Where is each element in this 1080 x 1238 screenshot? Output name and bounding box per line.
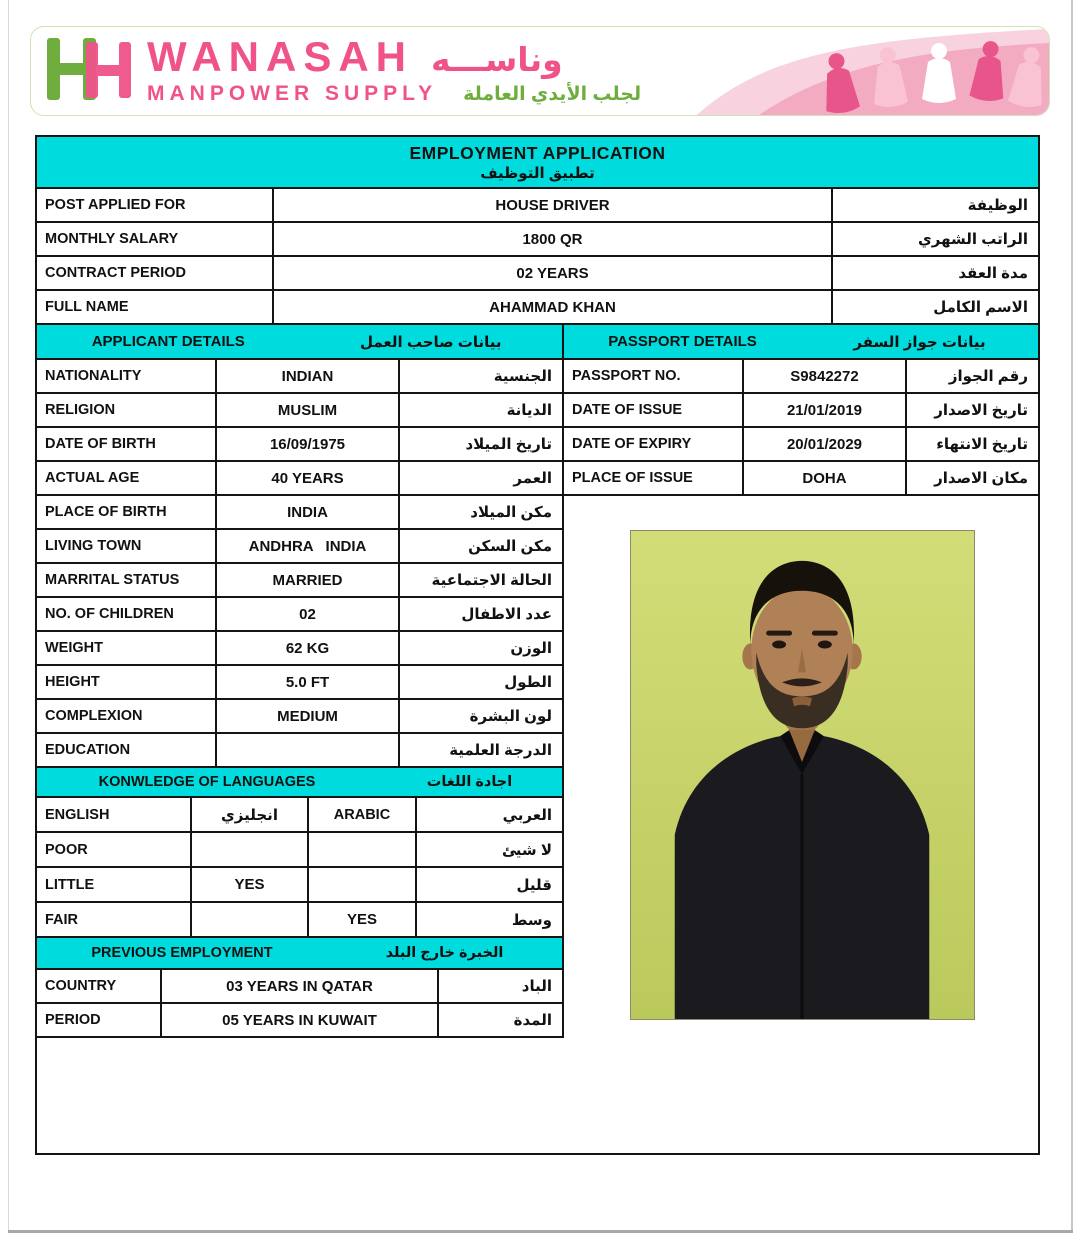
field-value — [192, 903, 309, 936]
section-title: PREVIOUS EMPLOYMENT — [91, 945, 273, 961]
table-row — [37, 632, 562, 666]
field-label: NO. OF CHILDREN — [37, 598, 217, 630]
section-title-arabic: اجادة اللغات — [426, 774, 513, 790]
languages-header — [37, 768, 562, 798]
field-value: INDIA — [217, 496, 400, 528]
field-label-arabic: المدة — [513, 1012, 552, 1029]
scan-edge-right — [1071, 0, 1073, 1230]
table-row — [37, 530, 562, 564]
field-value: 62 KG — [217, 632, 400, 664]
field-value: 16/09/1975 — [217, 428, 400, 460]
details-split — [37, 325, 1038, 1038]
field-label: POOR — [37, 833, 192, 866]
decorative-people-graphic — [689, 27, 1049, 115]
section-title: PASSPORT DETAILS — [608, 333, 757, 350]
field-value: 05 YEARS IN KUWAIT — [162, 1004, 439, 1036]
field-value: DOHA — [744, 462, 907, 494]
field-value: 02 — [217, 598, 400, 630]
field-label-arabic: لا شيئ — [502, 841, 552, 859]
field-value: HOUSE DRIVER — [274, 189, 833, 221]
employment-application-form — [35, 135, 1040, 1155]
table-row — [37, 598, 562, 632]
form-title — [37, 137, 1038, 189]
field-value — [217, 734, 400, 766]
table-row — [37, 462, 562, 496]
column-header: ARABIC — [309, 798, 417, 831]
table-row — [37, 189, 1038, 223]
table-row — [37, 291, 1038, 325]
field-label: PLACE OF BIRTH — [37, 496, 217, 528]
section-title: KONWLEDGE OF LANGUAGES — [98, 774, 316, 790]
field-value: 21/01/2019 — [744, 394, 907, 426]
scan-edge-bottom — [8, 1230, 1073, 1233]
field-label: MARRITAL STATUS — [37, 564, 217, 596]
field-label: NATIONALITY — [37, 360, 217, 392]
passport-details-section — [564, 325, 1038, 1038]
brand-subtitle-arabic: لجلب الأيدي العاملة — [463, 84, 642, 105]
field-label-arabic: تاريخ الاصدار — [934, 402, 1028, 419]
field-value — [192, 833, 309, 866]
field-label-arabic: الراتب الشهري — [918, 231, 1028, 248]
table-row — [37, 496, 562, 530]
table-row — [37, 257, 1038, 291]
previous-employment-header — [37, 938, 562, 970]
field-label-arabic: الدرجة العلمية — [449, 742, 552, 759]
column-header-arabic: انجليزي — [192, 798, 309, 831]
column-header: ENGLISH — [37, 798, 192, 831]
section-title: APPLICANT DETAILS — [91, 333, 245, 350]
field-value: 03 YEARS IN QATAR — [162, 970, 439, 1002]
field-label-arabic: الوظيفة — [967, 197, 1028, 214]
field-value: S9842272 — [744, 360, 907, 392]
field-label: ACTUAL AGE — [37, 462, 217, 494]
field-label-arabic: وسط — [511, 911, 552, 929]
table-row — [37, 428, 562, 462]
field-value: YES — [192, 868, 309, 901]
scan-edge-left — [8, 0, 9, 1230]
table-row — [37, 903, 562, 938]
field-value: 40 YEARS — [217, 462, 400, 494]
field-label: MONTHLY SALARY — [37, 223, 274, 255]
field-label-arabic: الباد — [521, 978, 552, 995]
table-row — [564, 462, 1038, 496]
form-title-english: EMPLOYMENT APPLICATION — [409, 142, 666, 163]
field-label-arabic: قليل — [516, 876, 552, 894]
field-label-arabic: الاسم الكامل — [933, 299, 1028, 316]
field-value — [309, 868, 417, 901]
field-label: COMPLEXION — [37, 700, 217, 732]
field-value: MUSLIM — [217, 394, 400, 426]
table-row — [564, 394, 1038, 428]
brand-name-arabic: وناســـه — [431, 41, 563, 78]
letterhead — [30, 26, 1050, 116]
field-label-arabic: الطول — [504, 674, 552, 691]
field-label: COUNTRY — [37, 970, 162, 1002]
field-value: ANDHRA INDIA — [217, 530, 400, 562]
field-label-arabic: تاريخ الانتهاء — [936, 436, 1028, 453]
field-label-arabic: العمر — [513, 470, 552, 487]
field-label: RELIGION — [37, 394, 217, 426]
table-row — [37, 564, 562, 598]
field-value — [309, 833, 417, 866]
field-value: YES — [309, 903, 417, 936]
field-label: FULL NAME — [37, 291, 274, 323]
field-label: WEIGHT — [37, 632, 217, 664]
field-label: DATE OF EXPIRY — [564, 428, 744, 460]
table-row — [37, 360, 562, 394]
field-label: LITTLE — [37, 868, 192, 901]
applicant-details-section — [37, 325, 564, 1038]
field-label-arabic: مكن السكن — [468, 538, 552, 555]
wanasah-logo-icon — [45, 36, 137, 107]
field-label: POST APPLIED FOR — [37, 189, 274, 221]
field-value: INDIAN — [217, 360, 400, 392]
applicant-photo — [630, 530, 975, 1020]
table-row — [37, 1004, 562, 1038]
table-row — [37, 700, 562, 734]
field-label-arabic: رقم الجواز — [948, 368, 1028, 385]
field-label: LIVING TOWN — [37, 530, 217, 562]
field-label: DATE OF ISSUE — [564, 394, 744, 426]
column-header-arabic: العربي — [502, 806, 552, 824]
field-label: PERIOD — [37, 1004, 162, 1036]
field-label: CONTRACT PERIOD — [37, 257, 274, 289]
field-label-arabic: مدة العقد — [958, 265, 1028, 282]
table-row — [37, 833, 562, 868]
field-label-arabic: تاريخ الميلاد — [465, 436, 552, 453]
field-value: MARRIED — [217, 564, 400, 596]
applicant-details-header — [37, 325, 562, 360]
field-label-arabic: الحالة الاجتماعية — [431, 572, 552, 589]
table-row — [37, 970, 562, 1004]
field-label-arabic: الجنسية — [493, 368, 552, 385]
field-value: 02 YEARS — [274, 257, 833, 289]
field-label-arabic: عدد الاطفال — [461, 606, 552, 623]
field-value: 1800 QR — [274, 223, 833, 255]
table-row — [564, 428, 1038, 462]
form-title-arabic: تطبيق التوظيف — [480, 164, 595, 182]
table-row — [37, 734, 562, 768]
section-title-arabic: بيانات جواز السفر — [853, 333, 986, 351]
field-label-arabic: مكان الاصدار — [934, 470, 1028, 487]
section-title-arabic: الخبرة خارج البلد — [385, 945, 504, 961]
field-label: DATE OF BIRTH — [37, 428, 217, 460]
table-row — [37, 394, 562, 428]
field-value: MEDIUM — [217, 700, 400, 732]
table-row — [37, 666, 562, 700]
field-value: AHAMMAD KHAN — [274, 291, 833, 323]
passport-details-header — [564, 325, 1038, 360]
field-value: 5.0 FT — [217, 666, 400, 698]
photo-area — [564, 496, 1038, 1038]
field-label: PLACE OF ISSUE — [564, 462, 744, 494]
empty-notes-area — [37, 1038, 1038, 1153]
field-value: 20/01/2029 — [744, 428, 907, 460]
field-label-arabic: الوزن — [510, 640, 552, 657]
brand-subtitle: MANPOWER SUPPLY — [147, 82, 438, 105]
table-row — [37, 798, 562, 833]
field-label: FAIR — [37, 903, 192, 936]
table-row — [37, 223, 1038, 257]
field-label-arabic: مكن الميلاد — [470, 504, 552, 521]
section-title-arabic: بيانات صاحب العمل — [359, 333, 502, 351]
brand-name: WANASAH — [147, 33, 413, 80]
field-label: PASSPORT NO. — [564, 360, 744, 392]
brand-text-block — [147, 33, 642, 106]
table-row — [37, 868, 562, 903]
table-row — [564, 360, 1038, 394]
field-label-arabic: الديانة — [506, 402, 552, 419]
field-label: HEIGHT — [37, 666, 217, 698]
field-label-arabic: لون البشرة — [469, 708, 552, 725]
field-label: EDUCATION — [37, 734, 217, 766]
